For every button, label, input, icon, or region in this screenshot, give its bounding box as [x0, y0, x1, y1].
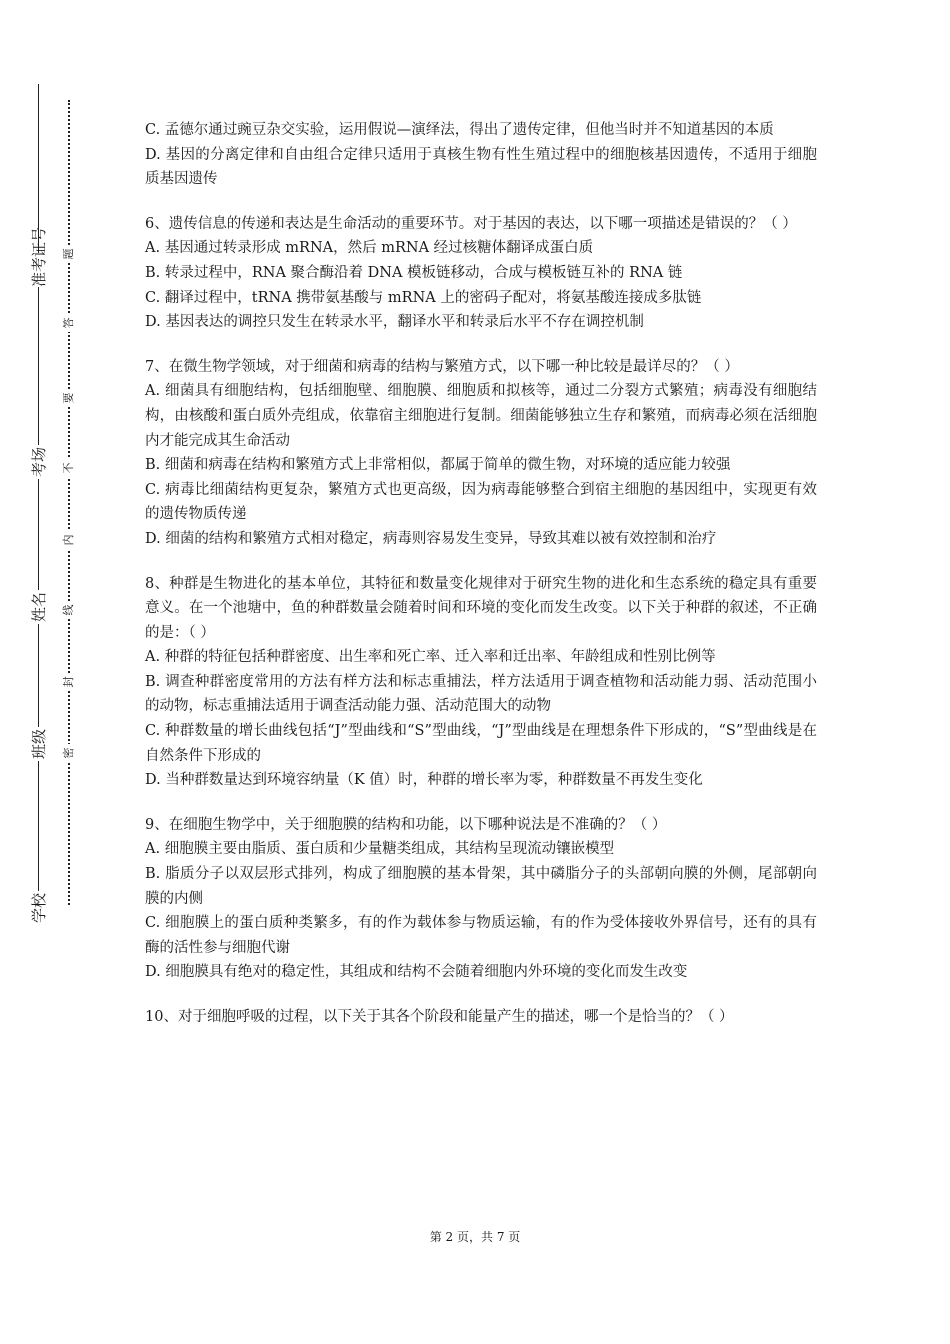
question-9: [145, 813, 817, 985]
question-stem: 6、遗传信息的传递和表达是生命活动的重要环节。对于基因的表达，以下哪一项描述是错误的？（ ）: [145, 215, 797, 232]
option-item: D. 细胞膜具有绝对的稳定性，其组成和结构不会随着细胞内外环境的变化而发生改变: [145, 964, 688, 981]
question-10: [145, 1005, 817, 1030]
option-item: D. 细菌的结构和繁殖方式相对稳定，病毒则容易发生变异，导致其难以被有效控制和治疗: [145, 530, 717, 547]
continued-options: [145, 118, 817, 192]
exam-content: [145, 118, 817, 1030]
seal-char-ti: 题: [60, 245, 78, 263]
option-item: C. 翻译过程中，tRNA 携带氨基酸与 mRNA 上的密码子配对，将氨基酸连接成多肽链: [145, 289, 702, 306]
option-item: C. 孟德尔通过豌豆杂交实验，运用假说—演绎法，得出了遗传定律，但他当时并不知道基因的本质: [145, 122, 774, 138]
option-item: B. 转录过程中，RNA 聚合酶沿着 DNA 模板链移动，合成与模板链互补的 RNA 链: [145, 264, 683, 281]
option-item: B. 细菌和病毒在结构和繁殖方式上非常相似，都属于简单的微生物，对环境的适应能力较强: [145, 457, 731, 474]
seal-char-feng: 封: [60, 673, 78, 691]
option-item: A. 种群的特征包括种群密度、出生率和死亡率、迁入率和迁出率、年龄组成和性别比例等: [145, 649, 716, 666]
question-stem: 7、在微生物学领域，对于细菌和病毒的结构与繁殖方式，以下哪一种比较是最详尽的？（ ）: [145, 358, 739, 375]
option-item: D. 基因的分离定律和自由组合定律只适用于真核生物有性生殖过程中的细胞核基因遗传，不适用于细胞质基因遗传: [145, 146, 817, 188]
question-stem: 10、对于细胞呼吸的过程，以下关于其各个阶段和能量产生的描述，哪一个是恰当的？（ ）: [145, 1009, 734, 1025]
seal-char-nei: 内: [60, 531, 78, 549]
field-school: 学校: [22, 891, 56, 925]
seal-char-yao: 要: [60, 389, 78, 407]
option-item: C. 病毒比细菌结构更复杂，繁殖方式也更高级，因为病毒能够整合到宿主细胞的基因组中，实现更有效的遗传物质传递: [145, 481, 817, 523]
option-item: A. 细菌具有细胞结构，包括细胞壁、细胞膜、细胞质和拟核等，通过二分裂方式繁殖；病毒没有细胞结构，由核酸和蛋白质外壳组成，依靠宿主细胞进行复制。细菌能够独立生存和繁殖，而病毒必须在活细胞内才能完成其生命活动: [145, 383, 817, 449]
binding-dotted-line: [68, 100, 70, 905]
option-item: A. 基因通过转录形成 mRNA，然后 mRNA 经过核糖体翻译成蛋白质: [145, 240, 594, 257]
field-exam-room: 考场: [22, 445, 56, 479]
option-item: D. 当种群数量达到环境容纳量（K 值）时，种群的增长率为零，种群数量不再发生变化: [145, 772, 703, 789]
field-class: 班级: [22, 727, 56, 761]
field-exam-number: 准考证号: [22, 253, 56, 287]
question-stem: 8、种群是生物进化的基本单位，其特征和数量变化规律对于研究生物的进化和生态系统的稳定具有重要意义。在一个池塘中，鱼的种群数量会随着时间和环境的变化而发生改变。以下关于种群的叙述，不正确的是：（ ）: [145, 575, 817, 641]
question-7: [145, 355, 817, 552]
option-item: B. 调查种群密度常用的方法有样方法和标志重捕法，样方法适用于调查植物和活动能力弱、活动范围小的动物，标志重捕法适用于调查活动能力强、活动范围大的动物: [145, 673, 817, 715]
option-item: D. 基因表达的调控只发生在转录水平，翻译水平和转录后水平不存在调控机制: [145, 314, 644, 331]
seal-char-bu: 不: [60, 459, 78, 477]
page-footer: [0, 1227, 950, 1247]
option-item: A. 细胞膜主要由脂质、蛋白质和少量糖类组成，其结构呈现流动镶嵌模型: [145, 841, 615, 858]
option-item: B. 脂质分子以双层形式排列，构成了细胞膜的基本骨架，其中磷脂分子的头部朝向膜的外侧，尾部朝向膜的内侧: [145, 866, 817, 907]
page-number: 第 2 页，共 7 页: [429, 1230, 521, 1244]
question-6: [145, 212, 817, 335]
question-stem: 9、在细胞生物学中，关于细胞膜的结构和功能，以下哪种说法是不准确的？（ ）: [145, 816, 667, 833]
seal-char-da: 答: [60, 314, 78, 332]
field-student-name: 姓名: [22, 590, 56, 624]
seal-char-xian: 线: [60, 601, 78, 619]
binding-solid-line: [38, 84, 39, 920]
option-item: C. 种群数量的增长曲线包括“J”型曲线和“S”型曲线，“J”型曲线是在理想条件下形成的，“S”型曲线是在自然条件下形成的: [145, 723, 817, 764]
seal-char-mi: 密: [60, 744, 78, 762]
binding-margin: [0, 0, 100, 1344]
option-item: C. 细胞膜上的蛋白质种类繁多，有的作为载体参与物质运输，有的作为受体接收外界信号，还有的具有酶的活性参与细胞代谢: [145, 915, 817, 956]
question-8: [145, 572, 817, 793]
